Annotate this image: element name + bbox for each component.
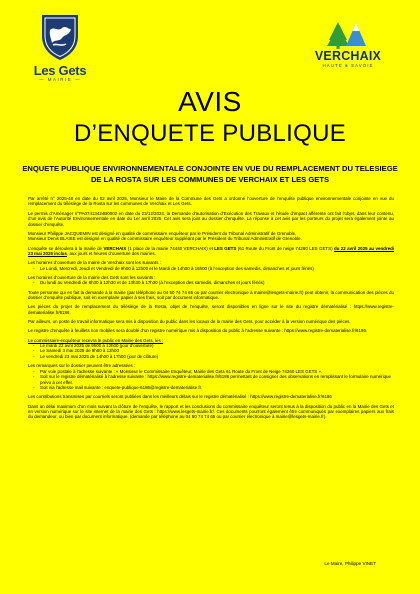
deputy-name: Monsieur Denis BLAISE: [28, 236, 76, 242]
dates-lesgets: LES GETS: [214, 245, 237, 251]
brand-left-name: Les Gets: [33, 63, 87, 78]
brand-right-name: VERCHAIX: [314, 49, 382, 63]
list-item: - Soit sur le registre dématérialisé à l’adresse suivante : https://www.registre-dematerialise.fr/6186 permettant de consigner des observations en remplissant le formulaire numérique prévu à cet effet.: [40, 374, 394, 385]
dates-c: (61 Route du Front de neige 74260 LES GETS): [236, 245, 334, 251]
remarks-list: [28, 369, 394, 391]
dates-b: (1 place de la mairie 74440 VERCHAIX) et: [126, 245, 215, 251]
notice-title: AVIS: [178, 86, 242, 117]
list-item: - Soit via l’adresse mail suivante : enquete-publique-6186@registre-dematerialise.fr.: [40, 385, 394, 390]
les-gets-logo: [30, 12, 90, 84]
list-item: - Le Lundi, Mercredi, Jeudi et Vendredi de 9h00 à 12h00 et le Mardi de 14h00 à 16h00 (à l’exception des samedis, dimanches et jours fériés): [40, 266, 394, 271]
list-item: - Du lundi au Vendredi de 8h30 à 12h30 et de 13h30 à 17h30 (à l’exception des samedis, dimanches et jours fériés): [40, 280, 394, 285]
hours-verchaix-list: [28, 266, 394, 271]
paragraph-info-request: Toute personne qui en fait la demande à la mairie (par téléphone au 04 50 74 74 65 ou par courrier électronique à mairie@lesgets-mairie.fr) peut obtenir, la communication des pièces du dossier d’enquête publique, soit en exemplaire papier à ses frais, soit par document informatique.: [28, 289, 394, 301]
deputy-text: est désigné en qualité de commissaire enquêteur suppléant par le Président du Tribunal Administratif de Grenoble.: [75, 236, 302, 242]
remarks-title: Les remarques sur le dossier peuvent être adressées :: [28, 363, 136, 369]
paragraph-intro: Par arrêté n° 2025-48 en date du 02 avril 2025, Monsieur le Maire de la Commune des Gets a ordonné l’ouverture de l’enquête publique environnementale conjointe en vue du remplacement du télésiège de la Rosta sur les communes de Verchaix et Les Gets.: [28, 196, 394, 207]
permanences-list: [28, 343, 394, 359]
paragraph-computer-post: Par ailleurs, un poste de travail informatique sera mis à disposition du public dans les locaux de la mairie des Gets, pour accéder à la version numérique des pièces.: [28, 319, 351, 325]
dates-d: , aux jours et heures d’ouverture des mairies.: [66, 251, 156, 257]
paragraph-closing: Dans un délai maximum d’un mois suivant la clôture de l’enquête, le rapport et les conclusions du commissaire enquêteur seront tenus à la disposition du public en la Mairie des Gets et en version numérique sur le site internet de la mairie des Gets : https://www.lesgets-mairie.fr/. Ces documents pourront également être communiqués par exemplaires papiers aux frais du demandeur, ou bien par document informatique. (demande par téléphone au 04 50 74 74 65 ou par courrier électronique à mairie@lesgets-mairie.fr).: [28, 403, 394, 420]
commissioner-text: est désigné en qualité de commissaire enquêteur par le Président du Tribunal Administratif de Grenoble.: [90, 230, 297, 236]
paragraph-permit: Le permis d’Aménager n°PA07413424B0002 en date du 23/12/2024, la Demande d’autorisation d’Exécution des Travaux et l’étude d’impact afférente ont fait l’objet, dans leur contenu, d’un avis de l’Autorité Environnementale en date du 1er avril 2025. Cet avis sera joint au dossier d’enquête. La réponse à cet avis par les porteurs du projet sera également jointe au dossier d’enquête.: [28, 210, 394, 227]
dates-verchaix: VERCHAIX: [103, 245, 127, 251]
hours-lesgets-list: [28, 280, 394, 285]
list-item: - Le Samedi 3 mai 2025 de 9h00 à 12h00: [40, 348, 394, 353]
shield-crest-icon: [38, 12, 82, 62]
mountain-pine-icon: [326, 20, 370, 50]
dates-a: L’enquête se déroulera à la mairie de: [28, 245, 104, 251]
commissioner-name: Monsieur Philippe JACQUEMIN: [28, 230, 91, 236]
paragraph-commissioners: [28, 231, 394, 242]
brand-left-subtitle: — MAIRIE —: [38, 77, 81, 82]
verchaix-logo: [308, 20, 388, 78]
paragraph-contributions: Les contributions transmises par courriels seront publiées dans les meilleurs délais sur le registre dématérialisé : https://www.registre-dematerialise.fr/6186: [28, 394, 332, 400]
dates-period: du 22 avril 2025 au vendredi 23 mai 2025 inclus: [28, 245, 395, 257]
list-item: - Par voie postale à l’adresse suivante : « Monsieur le Commissaire Enquêteur, Mairie des Gets 61 Route du Front de Neige 74260 LES GETS ».: [40, 369, 394, 374]
signature: Le Maire, Philippe VINET: [324, 561, 376, 566]
brand-right-dot: ■: [345, 63, 349, 68]
brand-right-subtitle: [308, 63, 388, 69]
paragraph-dates: [28, 246, 394, 257]
paragraph-documents: Les pièces du projet de remplacement du télésiège de la Rosta, objet de l’enquête, seront disponibles en ligne sur le site du registre dématérialisé : https://www.registre-dematerialise.fr/6186.: [28, 304, 394, 315]
list-item: - Le mardi 22 avril 2025 de 9h00 à 12h00 (jour d’ouverture): [40, 343, 394, 348]
notice-subtitle: ENQUETE PUBLIQUE ENVIRONNEMENTALE CONJOINTE EN VUE DU REMPLACEMENT DU TELESIEGE DE LA ROSTA SUR LES COMMUNES DE VERCHAIX ET LES GETS: [22, 164, 398, 184]
permanences-title: Le commissaire-enquêteur recevra le public en Mairie des Gets, les :: [28, 337, 164, 343]
hours-verchaix-title: Les horaires d’ouverture de la mairie de Verchaix sont les suivants :: [28, 260, 161, 266]
paragraph-register: Le registre d’enquête à feuillets non mobiles sera doublé d’un registre numérique mis à disposition du public à l’adresse suivante : https://www.registre-dematerialise.fr/6186.: [28, 328, 368, 334]
notice-title-line2: D’ENQUETE PUBLIQUE: [73, 120, 347, 147]
list-item: - Le vendredi 23 mai 2025 de 14h00 à 17h00 (jour de clôture): [40, 354, 394, 359]
notice-body: [28, 196, 394, 424]
brand-right-sub-a: HAUTE: [322, 63, 343, 68]
hours-lesgets-title: Les horaires d’ouverture de la mairie des Gets sont les suivants :: [28, 274, 156, 280]
brand-right-sub-b: SAVOIE: [351, 63, 374, 68]
